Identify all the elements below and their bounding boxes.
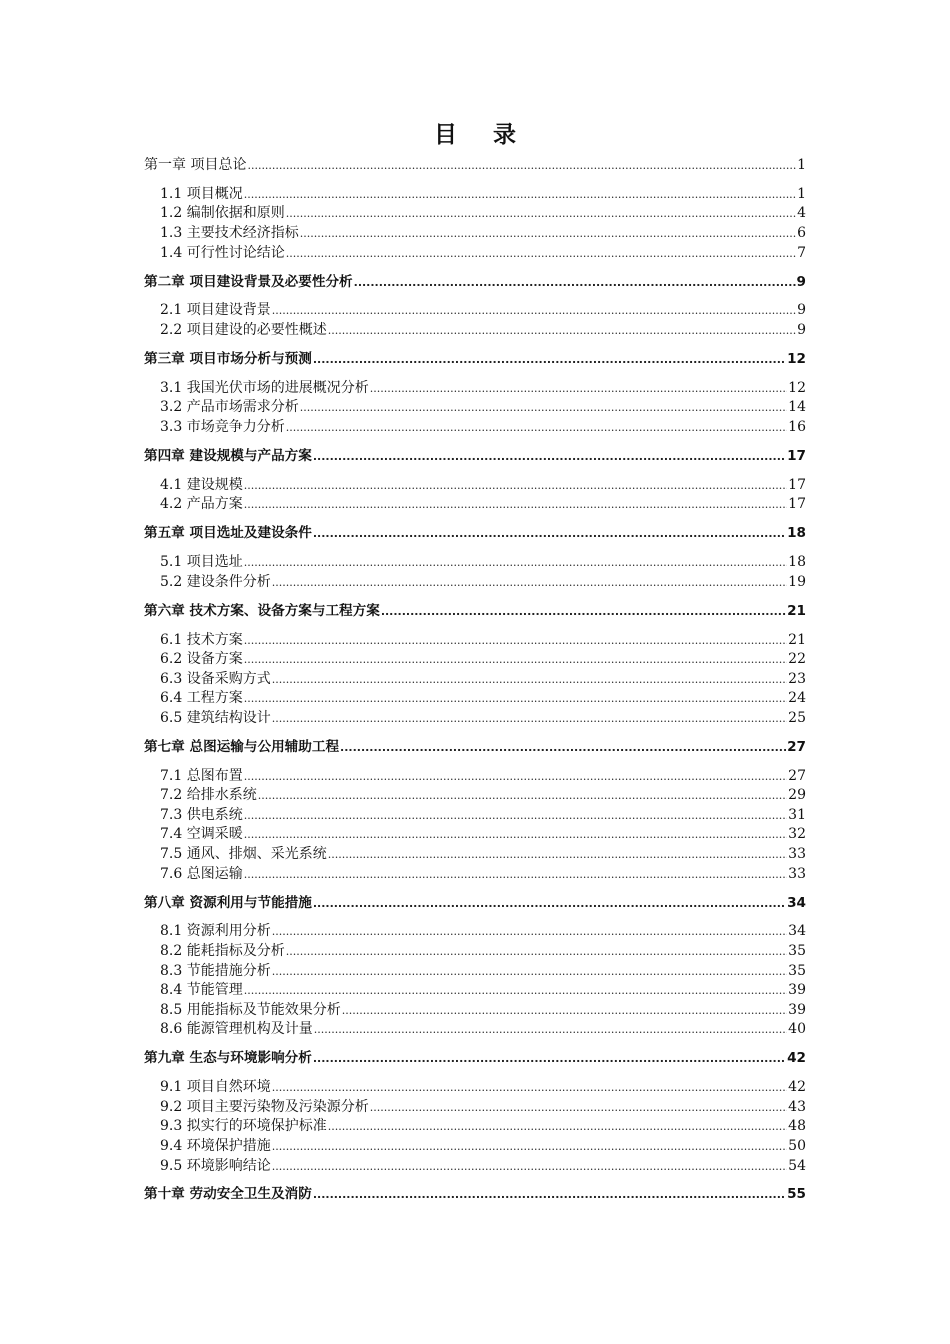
toc-section-entry[interactable] bbox=[144, 1117, 806, 1137]
toc-page-number: 29 bbox=[788, 787, 806, 804]
toc-entry-title: 5.2 建设条件分析 bbox=[160, 573, 271, 590]
toc-dot-leader bbox=[342, 1001, 787, 1021]
toc-dot-leader bbox=[244, 185, 796, 205]
toc-dot-leader bbox=[313, 1049, 786, 1069]
toc-chapter-entry[interactable] bbox=[144, 524, 806, 544]
toc-page-number: 6 bbox=[797, 225, 806, 242]
toc-entry-title: 第七章 总图运输与公用辅助工程 bbox=[144, 738, 340, 755]
toc-entry-title: 8.2 能耗指标及分析 bbox=[160, 943, 285, 960]
toc-entry-title: 7.4 空调采暖 bbox=[160, 826, 243, 843]
toc-entry-title: 4.1 建设规模 bbox=[160, 476, 243, 493]
toc-chapter-entry[interactable] bbox=[144, 156, 806, 176]
toc-dot-leader bbox=[247, 156, 796, 176]
toc-chapter-entry[interactable] bbox=[144, 447, 806, 467]
toc-dot-leader bbox=[370, 1098, 787, 1118]
toc-section-entry[interactable] bbox=[144, 806, 806, 826]
toc-dot-leader bbox=[244, 806, 787, 826]
toc-entry-title: 7.5 通风、排烟、采光系统 bbox=[160, 846, 327, 863]
toc-page-number: 31 bbox=[788, 806, 806, 823]
toc-entry-title: 第四章 建设规模与产品方案 bbox=[144, 447, 312, 464]
toc-dot-leader bbox=[244, 825, 787, 845]
toc-page-number: 34 bbox=[787, 894, 806, 911]
toc-section-entry[interactable] bbox=[144, 301, 806, 321]
toc-section-entry[interactable] bbox=[144, 650, 806, 670]
toc-page-number: 24 bbox=[788, 690, 806, 707]
toc-dot-leader bbox=[313, 1185, 786, 1205]
toc-section-entry[interactable] bbox=[144, 185, 806, 205]
toc-dot-leader bbox=[244, 631, 787, 651]
toc-entry-title: 4.2 产品方案 bbox=[160, 496, 243, 513]
toc-page-number: 55 bbox=[787, 1186, 806, 1203]
toc-entry-title: 第三章 项目市场分析与预测 bbox=[144, 350, 312, 367]
toc-section-entry[interactable] bbox=[144, 495, 806, 515]
toc-section-entry[interactable] bbox=[144, 398, 806, 418]
toc-section-entry[interactable] bbox=[144, 981, 806, 1001]
toc-dot-leader bbox=[258, 786, 787, 806]
toc-chapter-entry[interactable] bbox=[144, 738, 806, 758]
toc-section-entry[interactable] bbox=[144, 418, 806, 438]
toc-page-number: 16 bbox=[788, 419, 806, 436]
toc-section-entry[interactable] bbox=[144, 767, 806, 787]
toc-entry-title: 7.2 给排水系统 bbox=[160, 787, 257, 804]
toc-section-entry[interactable] bbox=[144, 1157, 806, 1177]
toc-page-number: 35 bbox=[788, 962, 806, 979]
toc-entry-title: 9.4 环境保护措施 bbox=[160, 1137, 271, 1154]
toc-page-number: 21 bbox=[787, 602, 806, 619]
toc-page-number: 21 bbox=[788, 631, 806, 648]
toc-page-number: 1 bbox=[797, 185, 806, 202]
toc-entry-title: 3.1 我国光伏市场的进展概况分析 bbox=[160, 379, 369, 396]
toc-page-number: 27 bbox=[788, 767, 806, 784]
toc-dot-leader bbox=[272, 573, 787, 593]
toc-entry-title: 7.6 总图运输 bbox=[160, 865, 243, 882]
toc-section-entry[interactable] bbox=[144, 1078, 806, 1098]
toc-page-number: 9 bbox=[797, 302, 806, 319]
toc-page-number: 39 bbox=[788, 1001, 806, 1018]
toc-section-entry[interactable] bbox=[144, 244, 806, 264]
toc-page-number: 23 bbox=[788, 670, 806, 687]
toc-page-number: 22 bbox=[788, 651, 806, 668]
toc-section-entry[interactable] bbox=[144, 922, 806, 942]
toc-dot-leader bbox=[244, 865, 787, 885]
toc-entry-title: 第一章 项目总论 bbox=[144, 157, 247, 173]
toc-section-entry[interactable] bbox=[144, 204, 806, 224]
toc-section-entry[interactable] bbox=[144, 573, 806, 593]
toc-dot-leader bbox=[313, 894, 786, 914]
toc-entry-title: 9.5 环境影响结论 bbox=[160, 1157, 271, 1174]
toc-section-entry[interactable] bbox=[144, 1001, 806, 1021]
toc-entry-title: 第十章 劳动安全卫生及消防 bbox=[144, 1186, 312, 1203]
toc-section-entry[interactable] bbox=[144, 865, 806, 885]
toc-section-entry[interactable] bbox=[144, 709, 806, 729]
toc-page-number: 43 bbox=[788, 1098, 806, 1115]
toc-chapter-entry[interactable] bbox=[144, 894, 806, 914]
toc-dot-leader bbox=[272, 922, 787, 942]
table-of-contents bbox=[144, 156, 806, 1214]
toc-dot-leader bbox=[313, 350, 786, 370]
toc-entry-title: 第九章 生态与环境影响分析 bbox=[144, 1050, 312, 1067]
toc-dot-leader bbox=[244, 767, 787, 787]
toc-section-entry[interactable] bbox=[144, 670, 806, 690]
toc-entry-title: 1.3 主要技术经济指标 bbox=[160, 225, 299, 242]
toc-page-number: 18 bbox=[788, 554, 806, 571]
toc-dot-leader bbox=[272, 1137, 787, 1157]
toc-entry-title: 3.2 产品市场需求分析 bbox=[160, 399, 299, 416]
toc-entry-title: 第二章 项目建设背景及必要性分析 bbox=[144, 273, 353, 290]
toc-entry-title: 7.3 供电系统 bbox=[160, 806, 243, 823]
toc-dot-leader bbox=[381, 602, 786, 622]
toc-page-number: 25 bbox=[788, 709, 806, 726]
toc-dot-leader bbox=[286, 942, 787, 962]
toc-page-number: 17 bbox=[788, 476, 806, 493]
toc-page-number: 17 bbox=[787, 447, 806, 464]
toc-entry-title: 8.3 节能措施分析 bbox=[160, 962, 271, 979]
toc-dot-leader bbox=[244, 981, 787, 1001]
toc-entry-title: 第五章 项目选址及建设条件 bbox=[144, 525, 312, 542]
toc-section-entry[interactable] bbox=[144, 1137, 806, 1157]
toc-dot-leader bbox=[286, 244, 796, 264]
toc-entry-title: 2.1 项目建设背景 bbox=[160, 302, 271, 319]
toc-page-number: 9 bbox=[797, 322, 806, 339]
toc-dot-leader bbox=[313, 447, 786, 467]
toc-section-entry[interactable] bbox=[144, 825, 806, 845]
toc-page-number: 42 bbox=[788, 1079, 806, 1096]
toc-page-number: 14 bbox=[788, 399, 806, 416]
toc-dot-leader bbox=[313, 524, 786, 544]
toc-entry-title: 2.2 项目建设的必要性概述 bbox=[160, 322, 327, 339]
toc-dot-leader bbox=[244, 553, 787, 573]
toc-page-number: 48 bbox=[788, 1118, 806, 1135]
toc-dot-leader bbox=[244, 495, 787, 515]
toc-page-number: 54 bbox=[788, 1157, 806, 1174]
toc-entry-title: 6.2 设备方案 bbox=[160, 651, 243, 668]
toc-page-number: 12 bbox=[788, 379, 806, 396]
toc-dot-leader bbox=[286, 204, 796, 224]
toc-entry-title: 6.1 技术方案 bbox=[160, 631, 243, 648]
toc-chapter-entry[interactable] bbox=[144, 1049, 806, 1069]
toc-page-number: 35 bbox=[788, 943, 806, 960]
toc-entry-title: 8.1 资源利用分析 bbox=[160, 923, 271, 940]
toc-entry-title: 9.3 拟实行的环境保护标准 bbox=[160, 1118, 327, 1135]
toc-dot-leader bbox=[244, 650, 787, 670]
toc-entry-title: 第八章 资源利用与节能措施 bbox=[144, 894, 312, 911]
toc-dot-leader bbox=[272, 1157, 787, 1177]
toc-dot-leader bbox=[314, 1020, 787, 1040]
toc-page-number: 50 bbox=[788, 1137, 806, 1154]
toc-chapter-entry[interactable] bbox=[144, 273, 806, 293]
toc-page-number: 39 bbox=[788, 982, 806, 999]
toc-page-number: 1 bbox=[797, 157, 806, 173]
toc-page-number: 12 bbox=[787, 350, 806, 367]
toc-entry-title: 1.2 编制依据和原则 bbox=[160, 205, 285, 222]
toc-page-number: 33 bbox=[788, 846, 806, 863]
toc-page-number: 42 bbox=[787, 1050, 806, 1067]
toc-page-number: 40 bbox=[788, 1021, 806, 1038]
toc-page-number: 9 bbox=[796, 273, 806, 290]
toc-entry-title: 8.6 能源管理机构及计量 bbox=[160, 1021, 313, 1038]
toc-section-entry[interactable] bbox=[144, 786, 806, 806]
toc-entry-title: 5.1 项目选址 bbox=[160, 554, 243, 571]
toc-entry-title: 8.4 节能管理 bbox=[160, 982, 243, 999]
toc-page-number: 34 bbox=[788, 923, 806, 940]
toc-section-entry[interactable] bbox=[144, 553, 806, 573]
toc-section-entry[interactable] bbox=[144, 962, 806, 982]
toc-page-number: 7 bbox=[797, 244, 806, 261]
toc-section-entry[interactable] bbox=[144, 321, 806, 341]
toc-title: 目 录 bbox=[433, 122, 530, 148]
toc-dot-leader bbox=[340, 738, 786, 758]
toc-dot-leader bbox=[328, 321, 796, 341]
toc-dot-leader bbox=[300, 398, 787, 418]
toc-page-number: 33 bbox=[788, 865, 806, 882]
toc-dot-leader bbox=[272, 962, 787, 982]
toc-dot-leader bbox=[354, 273, 796, 293]
toc-entry-title: 6.4 工程方案 bbox=[160, 690, 243, 707]
toc-section-entry[interactable] bbox=[144, 224, 806, 244]
toc-entry-title: 6.3 设备采购方式 bbox=[160, 670, 271, 687]
toc-dot-leader bbox=[328, 845, 787, 865]
toc-page-number: 19 bbox=[788, 573, 806, 590]
toc-chapter-entry[interactable] bbox=[144, 350, 806, 370]
toc-chapter-entry[interactable] bbox=[144, 602, 806, 622]
toc-chapter-entry[interactable] bbox=[144, 1185, 806, 1205]
toc-page-number: 32 bbox=[788, 826, 806, 843]
toc-dot-leader bbox=[272, 670, 787, 690]
toc-page-number: 27 bbox=[787, 738, 806, 755]
toc-dot-leader bbox=[300, 224, 796, 244]
toc-entry-title: 第六章 技术方案、设备方案与工程方案 bbox=[144, 602, 380, 619]
toc-section-entry[interactable] bbox=[144, 689, 806, 709]
toc-dot-leader bbox=[370, 379, 787, 399]
toc-section-entry[interactable] bbox=[144, 1020, 806, 1040]
toc-dot-leader bbox=[244, 476, 787, 496]
toc-entry-title: 9.1 项目自然环境 bbox=[160, 1079, 271, 1096]
toc-page-number: 18 bbox=[787, 525, 806, 542]
toc-section-entry[interactable] bbox=[144, 631, 806, 651]
toc-section-entry[interactable] bbox=[144, 845, 806, 865]
toc-entry-title: 7.1 总图布置 bbox=[160, 767, 243, 784]
toc-entry-title: 8.5 用能指标及节能效果分析 bbox=[160, 1001, 341, 1018]
toc-entry-title: 9.2 项目主要污染物及污染源分析 bbox=[160, 1098, 369, 1115]
toc-dot-leader bbox=[286, 418, 787, 438]
toc-dot-leader bbox=[328, 1117, 787, 1137]
toc-entry-title: 3.3 市场竞争力分析 bbox=[160, 419, 285, 436]
toc-entry-title: 1.4 可行性讨论结论 bbox=[160, 244, 285, 261]
toc-entry-title: 6.5 建筑结构设计 bbox=[160, 709, 271, 726]
toc-page-number: 4 bbox=[797, 205, 806, 222]
toc-dot-leader bbox=[272, 301, 796, 321]
toc-dot-leader bbox=[244, 689, 787, 709]
toc-section-entry[interactable] bbox=[144, 379, 806, 399]
toc-section-entry[interactable] bbox=[144, 942, 806, 962]
toc-section-entry[interactable] bbox=[144, 476, 806, 496]
toc-entry-title: 1.1 项目概况 bbox=[160, 185, 243, 202]
toc-dot-leader bbox=[272, 1078, 787, 1098]
toc-page-number: 17 bbox=[788, 496, 806, 513]
toc-dot-leader bbox=[272, 709, 787, 729]
toc-section-entry[interactable] bbox=[144, 1098, 806, 1118]
